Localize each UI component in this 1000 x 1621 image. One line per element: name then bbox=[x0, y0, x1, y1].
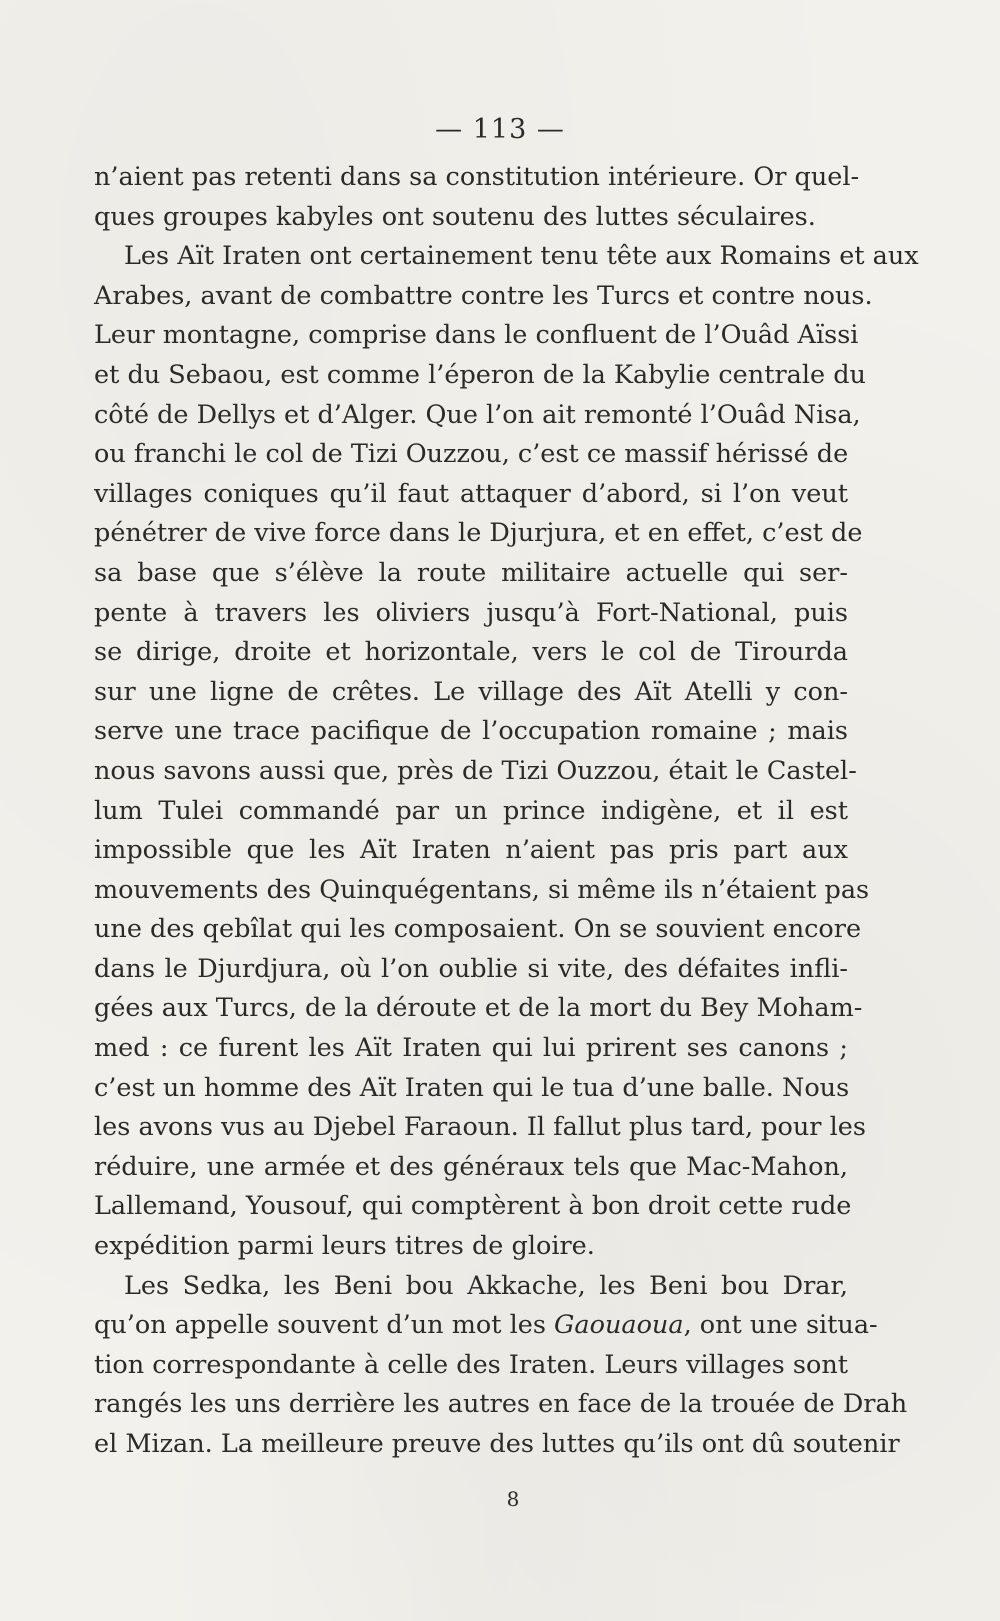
text-line: el Mizan. La meilleure preuve des luttes qu’ils ont dû soutenir bbox=[94, 1429, 900, 1459]
text-line: n’aient pas retenti dans sa constitution intérieure. Or quel- bbox=[94, 162, 860, 192]
text-line: impossible que les Aït Iraten n’aient pas pris part aux bbox=[94, 835, 848, 866]
text-line: expédition parmi leurs titres de gloire. bbox=[94, 1231, 595, 1262]
text-line: ques groupes kabyles ont soutenu des luttes séculaires. bbox=[94, 201, 816, 232]
signature-mark: 8 bbox=[506, 1487, 520, 1511]
text-line: côté de Dellys et d’Alger. Que l’on ait remonté l’Ouâd Nisa, bbox=[94, 399, 861, 430]
text-line: une des qebîlat qui les composaient. On se souvient encore bbox=[94, 914, 862, 945]
text-line: ou franchi le col de Tizi Ouzzou, c’est ce massif hérissé de bbox=[94, 439, 849, 470]
text-line: Les Aït Iraten ont certainement tenu tête aux Romains et aux bbox=[124, 241, 919, 272]
text-line: rangés les uns derrière les autres en face de la trouée de Drah bbox=[94, 1389, 908, 1420]
text-line: villages coniques qu’il faut attaquer d’abord, si l’on veut bbox=[94, 478, 848, 509]
text-segment: qu’on appelle souvent d’un mot les bbox=[94, 1310, 555, 1341]
text-line: se dirige, droite et horizontale, vers le col de Tirourda bbox=[94, 637, 848, 668]
text-line-mixed bbox=[94, 1306, 878, 1346]
text-line: nous savons aussi que, près de Tizi Ouzzou, était le Castel- bbox=[94, 755, 857, 786]
text-line: réduire, une armée et des généraux tels que Mac-Mahon, bbox=[94, 1151, 848, 1182]
page-number: — 113 — bbox=[435, 114, 565, 145]
text-line: serve une trace pacifique de l’occupation romaine ; mais bbox=[94, 716, 848, 747]
text-line: c’est un homme des Aït Iraten qui le tua d’une balle. Nous bbox=[94, 1072, 850, 1103]
text-line: sur une ligne de crêtes. Le village des Aït Atelli y con- bbox=[94, 676, 848, 707]
text-line: Les Sedka, les Beni bou Akkache, les Beni bou Drar, bbox=[124, 1270, 848, 1301]
text-segment: , ont une situa- bbox=[683, 1310, 878, 1341]
text-line: gées aux Turcs, de la déroute et de la mort du Bey Moham- bbox=[94, 993, 863, 1024]
text-line: les avons vus au Djebel Faraoun. Il fallut plus tard, pour les bbox=[94, 1112, 866, 1143]
text-line: mouvements des Quinquégentans, si même ils n’étaient pas bbox=[94, 874, 870, 905]
text-line: dans le Djurdjura, où l’on oublie si vite, des défaites infli- bbox=[94, 953, 848, 984]
text-line: et du Sebaou, est comme l’éperon de la Kabylie centrale du bbox=[94, 359, 866, 390]
text-line: pente à travers les oliviers jusqu’à Fort-National, puis bbox=[94, 597, 848, 628]
text-line: Lallemand, Yousouf, qui comptèrent à bon droit cette rude bbox=[94, 1191, 852, 1222]
text-line: Leur montagne, comprise dans le confluent de l’Ouâd Aïssi bbox=[94, 320, 859, 351]
text-line: pénétrer de vive force dans le Djurjura, et en effet, c’est de bbox=[94, 518, 863, 549]
text-line: sa base que s’élève la route militaire actuelle qui ser- bbox=[94, 557, 848, 588]
body-text bbox=[94, 158, 919, 1465]
text-line: med : ce furent les Aït Iraten qui lui prirent ses canons ; bbox=[94, 1033, 848, 1064]
text-line: Arabes, avant de combattre contre les Turcs et contre nous. bbox=[94, 280, 873, 311]
italic-term: Gaouaoua bbox=[554, 1310, 684, 1341]
text-line: lum Tulei commandé par un prince indigène, et il est bbox=[94, 795, 848, 826]
text-line: tion correspondante à celle des Iraten. Leurs villages sont bbox=[94, 1349, 848, 1380]
